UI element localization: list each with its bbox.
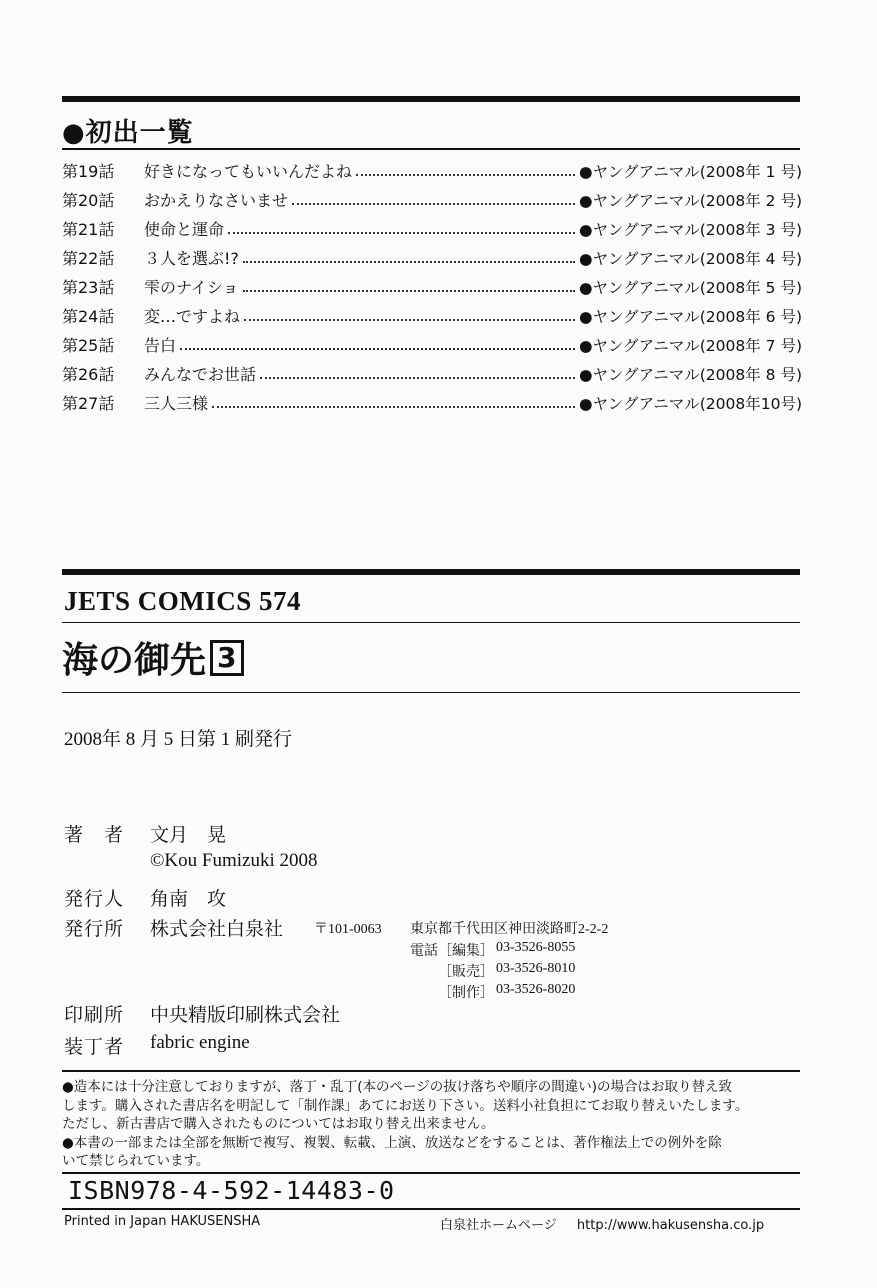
- toc-episode-title: 変…ですよね: [144, 307, 241, 326]
- toc-source: ●ヤングアニマル(2008年 8 号): [578, 365, 802, 384]
- toc-row: [62, 214, 802, 243]
- homepage-url: http://www.hakusensha.co.jp: [576, 1218, 765, 1233]
- homepage-line: [440, 1214, 764, 1233]
- author-label: 著 者: [64, 824, 125, 846]
- printed-in-label: Printed in Japan HAKUSENSHA: [64, 1214, 261, 1229]
- toc-source: ●ヤングアニマル(2008年 7 号): [578, 336, 802, 355]
- address: 東京都千代田区神田淡路町2-2-2: [410, 922, 609, 937]
- notice-line: いて禁じられています。: [62, 1153, 210, 1169]
- title-rule: [62, 692, 800, 693]
- series-label: JETS COMICS 574: [64, 586, 302, 616]
- toc-source: ●ヤングアニマル(2008年 3 号): [578, 220, 802, 239]
- toc-episode-number: 第19話: [62, 162, 115, 181]
- toc-source: ●ヤングアニマル(2008年10号): [578, 394, 802, 413]
- toc-episode-number: 第20話: [62, 191, 115, 210]
- toc-row: [62, 156, 802, 185]
- isbn-code: ISBN978-4-592-14483-0: [68, 1176, 395, 1205]
- notice-rule: [62, 1070, 800, 1072]
- toc-row: [62, 301, 802, 330]
- toc-leader-dots: [244, 319, 575, 321]
- toc-episode-title: 告白: [144, 336, 177, 355]
- toc-source: ●ヤングアニマル(2008年 2 号): [578, 191, 802, 210]
- publisher-label: 発行人: [64, 888, 125, 910]
- toc-episode-number: 第27話: [62, 394, 115, 413]
- toc-episode-number: 第22話: [62, 249, 115, 268]
- toc-row: [62, 272, 802, 301]
- publisher-name: 角南 攻: [150, 888, 227, 910]
- toc-source: ●ヤングアニマル(2008年 6 号): [578, 307, 802, 326]
- toc-leader-dots: [260, 377, 575, 379]
- toc-title-rule: [62, 148, 800, 150]
- notice-line: ただし、新古書店で購入されたものについてはお取り替え出来ません。: [62, 1116, 495, 1132]
- toc-leader-dots: [292, 203, 575, 205]
- series-rule: [62, 622, 800, 623]
- phone-number: 03-3526-8020: [496, 982, 576, 997]
- toc-leader-dots: [228, 232, 575, 234]
- phone-label: 電話: [410, 944, 438, 959]
- toc-row: [62, 185, 802, 214]
- toc-source: ●ヤングアニマル(2008年 4 号): [578, 249, 802, 268]
- phone-number: 03-3526-8010: [496, 961, 576, 976]
- notice-line: ●造本には十分注意しておりますが、落丁・乱丁(本のページの抜け落ちや順序の間違い)の場合はお取り替え致: [62, 1079, 733, 1095]
- publication-date: 2008年 8 月 5 日第 1 刷発行: [64, 729, 293, 750]
- phone-dept: ［編集］: [438, 944, 494, 959]
- toc-source: ●ヤングアニマル(2008年 1 号): [578, 162, 802, 181]
- toc-episode-title: ３人を選ぶ!?: [144, 249, 239, 268]
- toc-episode-title: 雫のナイショ: [144, 278, 239, 297]
- publishing-house-name: 株式会社白泉社: [150, 918, 284, 940]
- toc-leader-dots: [243, 261, 575, 263]
- homepage-label: 白泉社ホームページ: [440, 1218, 557, 1233]
- toc-leader-dots: [212, 406, 575, 408]
- notice-text: [62, 1078, 802, 1171]
- toc-row: [62, 359, 802, 388]
- postal-code: 〒101-0063: [314, 922, 382, 937]
- colophon-top-rule: [62, 569, 800, 575]
- notice-line: します。購入された書店名を明記して「制作課」あてにお送り下さい。送料小社負担にてお取り替えいたします。: [62, 1097, 749, 1114]
- toc-episode-number: 第23話: [62, 278, 115, 297]
- book-title: [62, 632, 244, 683]
- designer-name: fabric engine: [150, 1032, 250, 1053]
- toc-episode-title: おかえりなさいませ: [144, 191, 289, 210]
- top-rule: [62, 96, 800, 102]
- isbn-bottom-rule: [62, 1208, 800, 1210]
- toc-episode-number: 第26話: [62, 365, 115, 384]
- toc-row: [62, 243, 802, 272]
- isbn-top-rule: [62, 1172, 800, 1174]
- toc-leader-dots: [180, 348, 575, 350]
- toc-row: [62, 330, 802, 359]
- phone-dept: ［販売］: [438, 965, 494, 980]
- volume-number: 3: [210, 640, 243, 676]
- toc-episode-title: 好きになってもいいんだよね: [144, 162, 353, 181]
- toc-source: ●ヤングアニマル(2008年 5 号): [578, 278, 802, 297]
- toc-episode-title: 使命と運命: [144, 220, 225, 239]
- printer-name: 中央精版印刷株式会社: [150, 1004, 341, 1026]
- toc-list: [62, 156, 802, 417]
- book-title-text: 海の御先: [62, 640, 207, 681]
- phone-number: 03-3526-8055: [496, 940, 576, 955]
- phone-dept: ［制作］: [438, 986, 494, 1001]
- toc-leader-dots: [356, 174, 575, 176]
- publishing-house-label: 発行所: [64, 918, 125, 940]
- printer-label: 印刷所: [64, 1004, 125, 1026]
- toc-title: ●初出一覧: [62, 118, 194, 148]
- toc-episode-number: 第24話: [62, 307, 115, 326]
- toc-leader-dots: [243, 290, 575, 292]
- author-name: 文月 晃: [150, 824, 227, 846]
- toc-episode-number: 第25話: [62, 336, 115, 355]
- toc-episode-title: みんなでお世話: [144, 365, 257, 384]
- designer-label: 装丁者: [64, 1036, 125, 1058]
- toc-row: [62, 388, 802, 417]
- notice-line: ●本書の一部または全部を無断で複写、複製、転載、上演、放送などをすることは、著作権法上での例外を除: [62, 1134, 722, 1151]
- toc-episode-title: 三人三様: [144, 394, 209, 413]
- copyright-line: ©Kou Fumizuki 2008: [150, 850, 318, 871]
- toc-episode-number: 第21話: [62, 220, 115, 239]
